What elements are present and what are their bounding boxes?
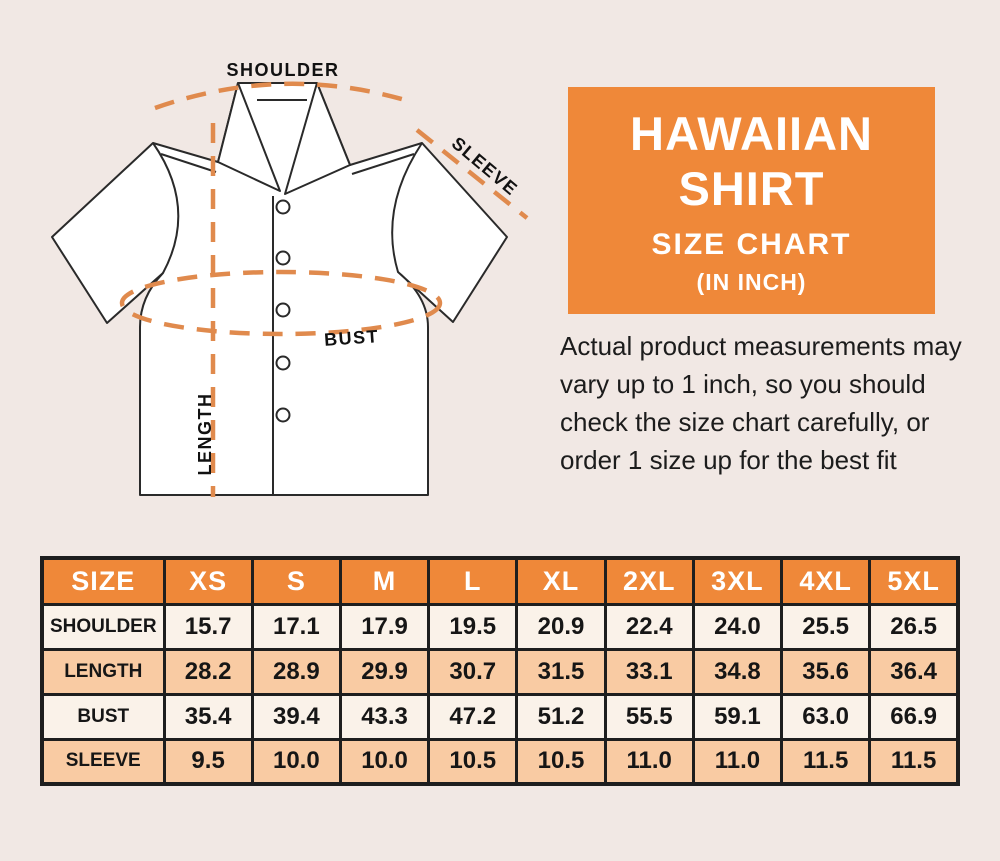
button-1: [277, 201, 290, 214]
cell-value: 11.5: [870, 739, 958, 784]
cell-value: 35.4: [164, 694, 252, 739]
title-line-1: HAWAIIAN: [630, 106, 873, 160]
shoulder-label: SHOULDER: [226, 60, 340, 80]
title-subtitle: SIZE CHART: [651, 227, 852, 261]
cell-value: 55.5: [605, 694, 693, 739]
header-cell-size: SIZE: [42, 558, 164, 604]
cell-value: 10.0: [252, 739, 340, 784]
cell-value: 9.5: [164, 739, 252, 784]
table-row-shoulder: [42, 604, 958, 649]
table-row-length: [42, 649, 958, 694]
cell-value: 17.9: [340, 604, 428, 649]
button-2: [277, 252, 290, 265]
table-header-row: [42, 558, 958, 604]
cell-value: 51.2: [517, 694, 605, 739]
header-cell-xs: XS: [164, 558, 252, 604]
cell-value: 11.5: [782, 739, 870, 784]
header-cell-2xl: 2XL: [605, 558, 693, 604]
title-line-2: SHIRT: [678, 161, 825, 215]
button-4: [277, 357, 290, 370]
cell-value: 66.9: [870, 694, 958, 739]
cell-value: 47.2: [429, 694, 517, 739]
header-cell-3xl: 3XL: [693, 558, 781, 604]
cell-value: 20.9: [517, 604, 605, 649]
cell-value: 63.0: [782, 694, 870, 739]
cell-value: 31.5: [517, 649, 605, 694]
header-cell-m: M: [340, 558, 428, 604]
row-label: SHOULDER: [42, 604, 164, 649]
header-cell-4xl: 4XL: [782, 558, 870, 604]
size-chart-table: [40, 556, 960, 786]
cell-value: 15.7: [164, 604, 252, 649]
cell-value: 10.0: [340, 739, 428, 784]
cell-value: 25.5: [782, 604, 870, 649]
row-label: BUST: [42, 694, 164, 739]
cell-value: 33.1: [605, 649, 693, 694]
cell-value: 43.3: [340, 694, 428, 739]
header-cell-l: L: [429, 558, 517, 604]
unit-note: (IN INCH): [696, 268, 807, 295]
cell-value: 28.9: [252, 649, 340, 694]
measurement-note: Actual product measurements may vary up to 1 inch, so you should check the size chart carefully, or order 1 size up for the best fit: [560, 331, 962, 475]
cell-value: 19.5: [429, 604, 517, 649]
row-label: SLEEVE: [42, 739, 164, 784]
button-5: [277, 409, 290, 422]
cell-value: 11.0: [605, 739, 693, 784]
table-row-sleeve: [42, 739, 958, 784]
cell-value: 10.5: [517, 739, 605, 784]
header-cell-xl: XL: [517, 558, 605, 604]
cell-value: 24.0: [693, 604, 781, 649]
shirt-diagram: [30, 50, 540, 520]
cell-value: 28.2: [164, 649, 252, 694]
button-3: [277, 304, 290, 317]
cell-value: 22.4: [605, 604, 693, 649]
cell-value: 34.8: [693, 649, 781, 694]
cell-value: 30.7: [429, 649, 517, 694]
cell-value: 35.6: [782, 649, 870, 694]
length-label: LENGTH: [195, 392, 215, 476]
cell-value: 36.4: [870, 649, 958, 694]
header-cell-5xl: 5XL: [870, 558, 958, 604]
shirt-outline: [52, 83, 507, 495]
cell-value: 17.1: [252, 604, 340, 649]
cell-value: 10.5: [429, 739, 517, 784]
cell-value: 59.1: [693, 694, 781, 739]
cell-value: 11.0: [693, 739, 781, 784]
row-label: LENGTH: [42, 649, 164, 694]
title-card: [568, 87, 935, 314]
bust-label: BUST: [323, 326, 380, 350]
sleeve-label: SLEEVE: [447, 133, 522, 200]
header-cell-s: S: [252, 558, 340, 604]
cell-value: 26.5: [870, 604, 958, 649]
cell-value: 29.9: [340, 649, 428, 694]
table-row-bust: [42, 694, 958, 739]
cell-value: 39.4: [252, 694, 340, 739]
